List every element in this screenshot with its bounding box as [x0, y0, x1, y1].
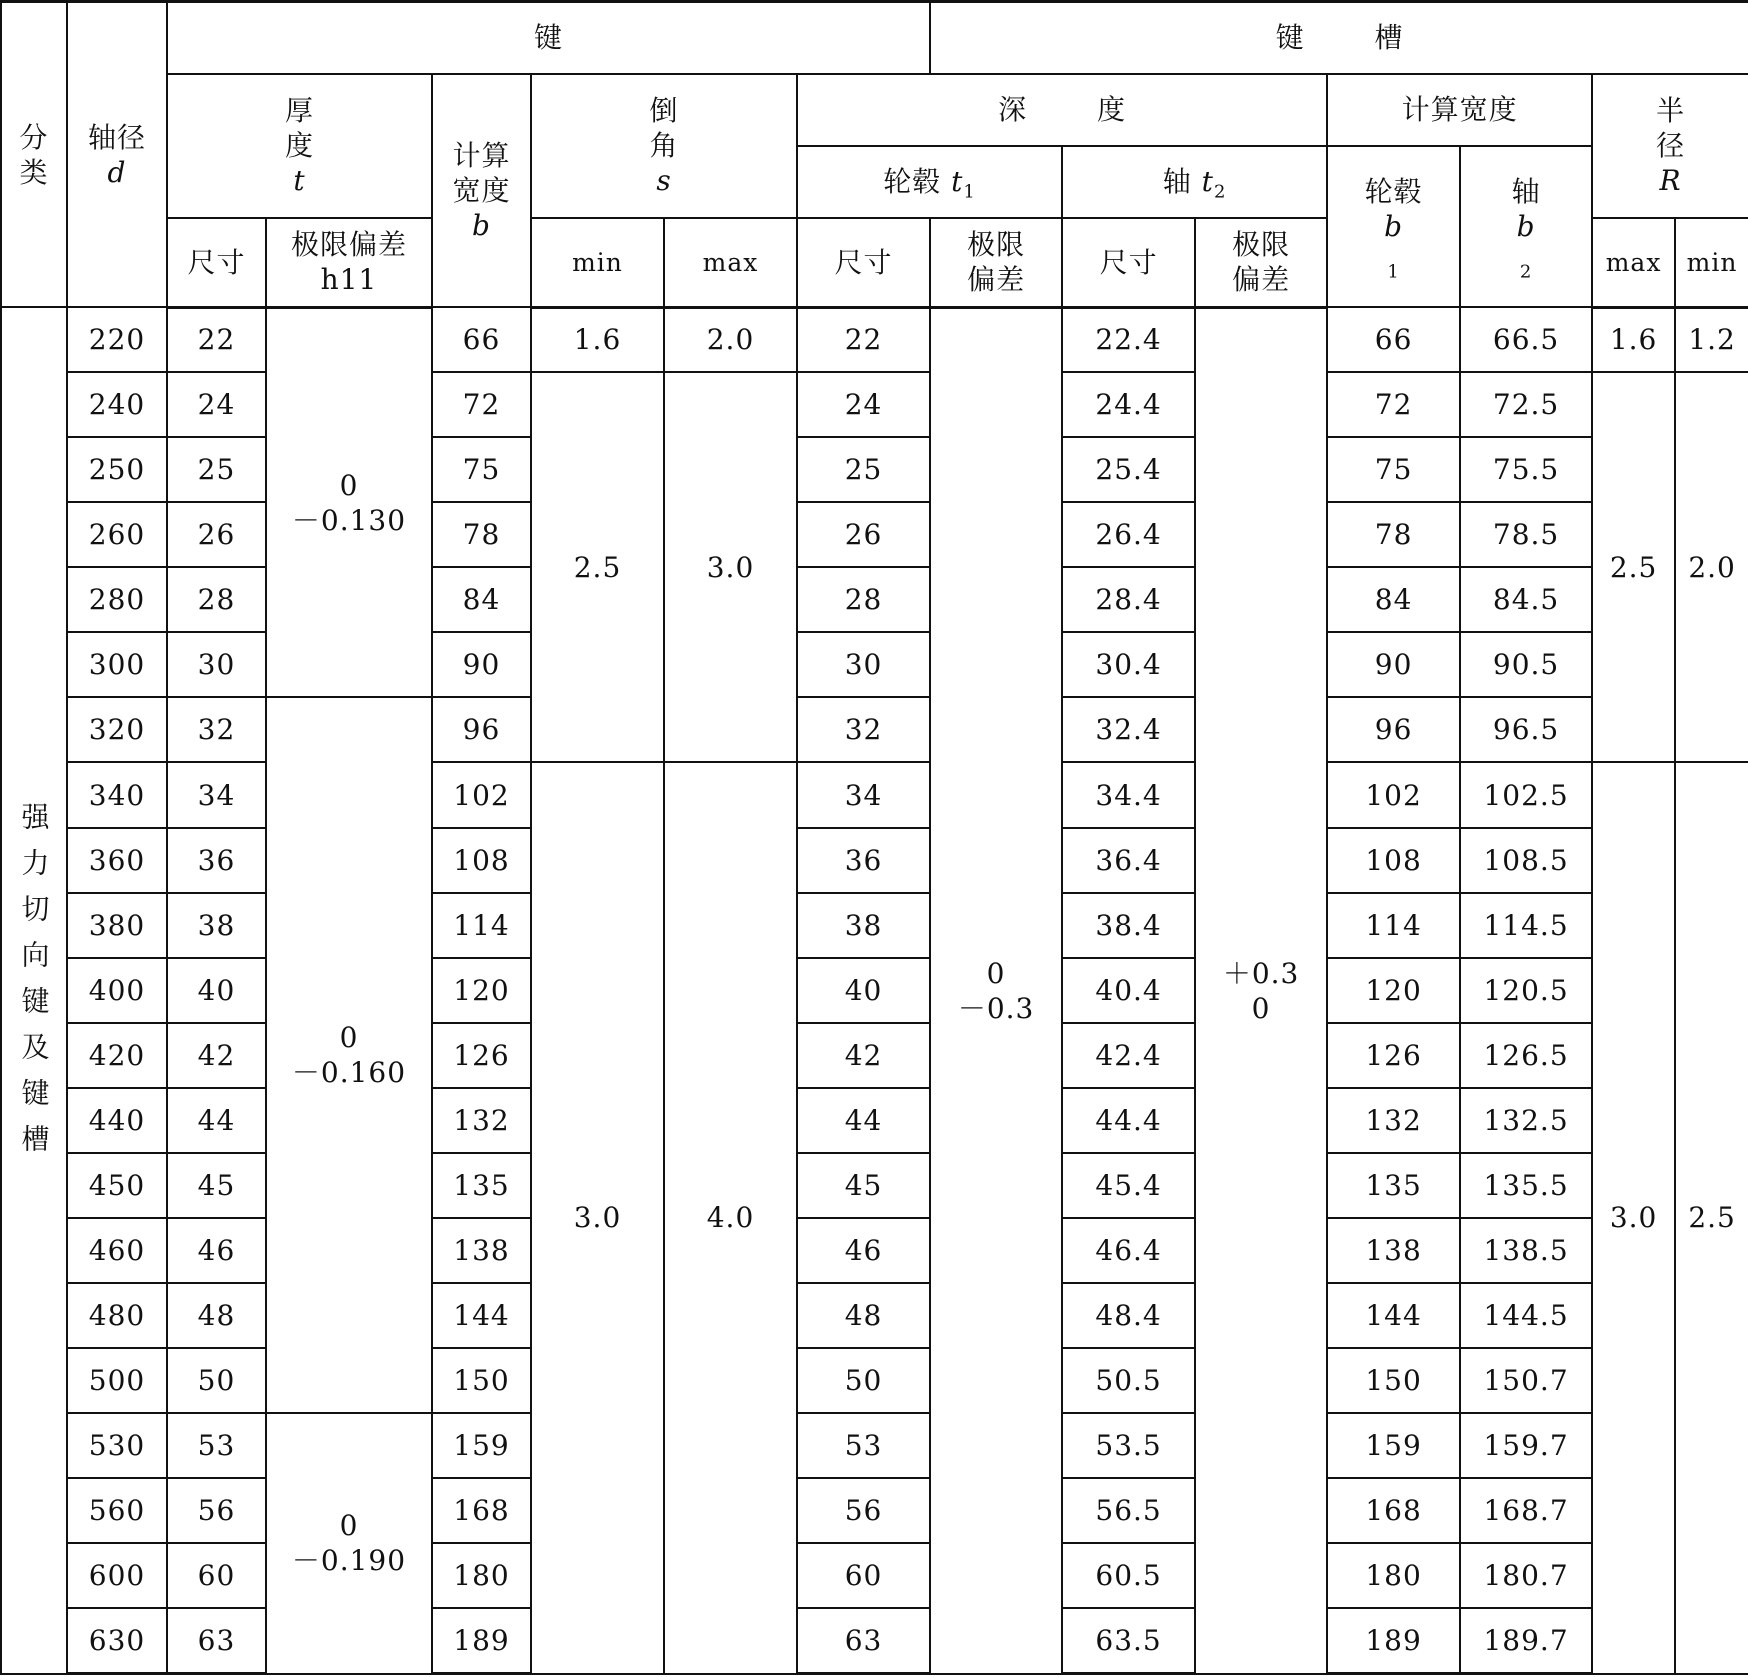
- cell-b1: 150: [1327, 1348, 1460, 1413]
- cell-b2: 90.5: [1460, 632, 1592, 697]
- cell-t2: 60.5: [1062, 1543, 1195, 1608]
- cell-d: 280: [67, 567, 167, 632]
- cell-b1: 144: [1327, 1283, 1460, 1348]
- table-row: [1, 632, 1748, 697]
- cell-b1: 90: [1327, 632, 1460, 697]
- cell-b1: 135: [1327, 1153, 1460, 1218]
- cell-t1: 38: [797, 893, 930, 958]
- cell-t2: 56.5: [1062, 1478, 1195, 1543]
- table-row: [1, 1478, 1748, 1543]
- cell-t2: 26.4: [1062, 502, 1195, 567]
- cell-t1: 44: [797, 1088, 930, 1153]
- cell-b1: 138: [1327, 1218, 1460, 1283]
- cell-t: 53: [167, 1413, 266, 1478]
- cell-d: 600: [67, 1543, 167, 1608]
- cell-t1-tolerance: 0 －0.3: [930, 307, 1062, 1673]
- cell-b: 84: [432, 567, 531, 632]
- cell-t2: 45.4: [1062, 1153, 1195, 1218]
- cell-d: 240: [67, 372, 167, 437]
- cell-b: 66: [432, 307, 531, 372]
- cell-t1: 26: [797, 502, 930, 567]
- cell-b1: 114: [1327, 893, 1460, 958]
- cell-r-max: 3.0: [1592, 762, 1675, 1673]
- cell-t2: 46.4: [1062, 1218, 1195, 1283]
- cell-r-min: 2.5: [1675, 762, 1748, 1673]
- header-shaft-t2: 轴 $t_2$: [1062, 146, 1327, 218]
- cell-t1: 56: [797, 1478, 930, 1543]
- header-calc-width: 计算 宽度 b: [432, 74, 531, 308]
- cell-b2: 66.5: [1460, 307, 1592, 372]
- cell-t1: 40: [797, 958, 930, 1023]
- cell-b: 180: [432, 1543, 531, 1608]
- cell-r-min: 1.2: [1675, 307, 1748, 372]
- cell-t: 25: [167, 437, 266, 502]
- cell-t1: 60: [797, 1543, 930, 1608]
- cell-t: 32: [167, 697, 266, 762]
- cell-t1: 24: [797, 372, 930, 437]
- table-row: [1, 697, 1748, 762]
- cell-t: 63: [167, 1608, 266, 1673]
- cell-t2: 48.4: [1062, 1283, 1195, 1348]
- cell-b: 159: [432, 1413, 531, 1478]
- header-hub-b1: 轮毂 b $_1$: [1327, 146, 1460, 308]
- cell-t2: 24.4: [1062, 372, 1195, 437]
- header-t2-tolerance: 极限 偏差: [1195, 218, 1327, 308]
- header-depth: 深 度: [797, 74, 1327, 146]
- cell-b2: 108.5: [1460, 828, 1592, 893]
- cell-b1: 96: [1327, 697, 1460, 762]
- cell-t2: 38.4: [1062, 893, 1195, 958]
- cell-t: 42: [167, 1023, 266, 1088]
- cell-t1: 32: [797, 697, 930, 762]
- cell-b1: 168: [1327, 1478, 1460, 1543]
- header-thickness-tolerance: 极限偏差 h11: [266, 218, 432, 308]
- header-shaft-diameter: 轴径 d: [67, 2, 167, 308]
- cell-t2: 30.4: [1062, 632, 1195, 697]
- cell-s-min: 2.5: [531, 372, 664, 762]
- cell-d: 420: [67, 1023, 167, 1088]
- cell-b: 144: [432, 1283, 531, 1348]
- header-t1-tolerance: 极限 偏差: [930, 218, 1062, 308]
- cell-t: 38: [167, 893, 266, 958]
- cell-b2: 75.5: [1460, 437, 1592, 502]
- table-row: [1, 958, 1748, 1023]
- cell-t-tolerance: 0 －0.190: [266, 1413, 432, 1674]
- cell-t1: 46: [797, 1218, 930, 1283]
- header-t1-size: 尺寸: [797, 218, 930, 308]
- cell-s-min: 3.0: [531, 762, 664, 1673]
- cell-b1: 120: [1327, 958, 1460, 1023]
- cell-b: 150: [432, 1348, 531, 1413]
- table-row: [1, 1218, 1748, 1283]
- cell-t: 44: [167, 1088, 266, 1153]
- cell-t: 48: [167, 1283, 266, 1348]
- header-radius: 半 径 R: [1592, 74, 1748, 218]
- cell-t2: 36.4: [1062, 828, 1195, 893]
- header-keyway: 键 槽: [930, 2, 1748, 74]
- header-thickness: 厚 度 t: [167, 74, 432, 218]
- cell-b: 138: [432, 1218, 531, 1283]
- cell-t2: 22.4: [1062, 307, 1195, 372]
- cell-b: 78: [432, 502, 531, 567]
- cell-t2: 44.4: [1062, 1088, 1195, 1153]
- cell-d: 480: [67, 1283, 167, 1348]
- cell-b2: 120.5: [1460, 958, 1592, 1023]
- cell-b2: 132.5: [1460, 1088, 1592, 1153]
- table-row: [1, 1153, 1748, 1218]
- cell-b1: 72: [1327, 372, 1460, 437]
- header-key: 键: [167, 2, 930, 74]
- cell-t1: 63: [797, 1608, 930, 1673]
- cell-b1: 189: [1327, 1608, 1460, 1673]
- cell-d: 360: [67, 828, 167, 893]
- cell-b2: 84.5: [1460, 567, 1592, 632]
- category-cell: 强力切向键及键槽: [1, 307, 67, 1673]
- cell-t2: 42.4: [1062, 1023, 1195, 1088]
- cell-b1: 66: [1327, 307, 1460, 372]
- cell-b: 96: [432, 697, 531, 762]
- table-row: [1, 1023, 1748, 1088]
- cell-b: 72: [432, 372, 531, 437]
- cell-b2: 78.5: [1460, 502, 1592, 567]
- cell-d: 630: [67, 1608, 167, 1673]
- cell-t: 45: [167, 1153, 266, 1218]
- cell-d: 460: [67, 1218, 167, 1283]
- cell-d: 450: [67, 1153, 167, 1218]
- table-row: [1, 762, 1748, 827]
- cell-b2: 96.5: [1460, 697, 1592, 762]
- cell-b1: 102: [1327, 762, 1460, 827]
- cell-s-max: 4.0: [664, 762, 797, 1673]
- cell-t1: 42: [797, 1023, 930, 1088]
- cell-d: 250: [67, 437, 167, 502]
- cell-t2: 25.4: [1062, 437, 1195, 502]
- table-row: [1, 567, 1748, 632]
- cell-t2-tolerance: ＋0.3 0: [1195, 307, 1327, 1673]
- cell-t: 26: [167, 502, 266, 567]
- cell-t-tolerance: 0 －0.130: [266, 307, 432, 697]
- cell-b: 114: [432, 893, 531, 958]
- cell-t: 50: [167, 1348, 266, 1413]
- header-thickness-size: 尺寸: [167, 218, 266, 308]
- cell-d: 500: [67, 1348, 167, 1413]
- cell-b2: 126.5: [1460, 1023, 1592, 1088]
- header-category: 分 类: [1, 2, 67, 308]
- cell-b: 90: [432, 632, 531, 697]
- table-row: [1, 1608, 1748, 1673]
- cell-s-max: 3.0: [664, 372, 797, 762]
- cell-b2: 72.5: [1460, 372, 1592, 437]
- cell-s-max: 2.0: [664, 307, 797, 372]
- cell-t: 28: [167, 567, 266, 632]
- cell-b1: 159: [1327, 1413, 1460, 1478]
- table-row: [1, 307, 1748, 372]
- cell-t1: 50: [797, 1348, 930, 1413]
- cell-s-min: 1.6: [531, 307, 664, 372]
- table-row: [1, 502, 1748, 567]
- cell-t: 40: [167, 958, 266, 1023]
- cell-t2: 28.4: [1062, 567, 1195, 632]
- table-row: [1, 1088, 1748, 1153]
- table-row: [1, 1413, 1748, 1478]
- header-chamfer-max: max: [664, 218, 797, 308]
- cell-t: 24: [167, 372, 266, 437]
- cell-b: 126: [432, 1023, 531, 1088]
- cell-d: 380: [67, 893, 167, 958]
- cell-d: 340: [67, 762, 167, 827]
- cell-t: 36: [167, 828, 266, 893]
- cell-b: 102: [432, 762, 531, 827]
- cell-t2: 34.4: [1062, 762, 1195, 827]
- header-chamfer: 倒 角 s: [531, 74, 797, 218]
- header-radius-min: min: [1675, 218, 1748, 308]
- cell-d: 530: [67, 1413, 167, 1478]
- cell-b: 108: [432, 828, 531, 893]
- cell-d: 440: [67, 1088, 167, 1153]
- cell-b2: 150.7: [1460, 1348, 1592, 1413]
- cell-b1: 126: [1327, 1023, 1460, 1088]
- cell-b2: 159.7: [1460, 1413, 1592, 1478]
- cell-d: 560: [67, 1478, 167, 1543]
- cell-b1: 180: [1327, 1543, 1460, 1608]
- cell-r-max: 1.6: [1592, 307, 1675, 372]
- table-row: [1, 1543, 1748, 1608]
- cell-t1: 30: [797, 632, 930, 697]
- cell-t1: 48: [797, 1283, 930, 1348]
- cell-b: 168: [432, 1478, 531, 1543]
- cell-t2: 53.5: [1062, 1413, 1195, 1478]
- table-row: [1, 828, 1748, 893]
- table-row: [1, 437, 1748, 502]
- header-chamfer-min: min: [531, 218, 664, 308]
- table-row: [1, 1348, 1748, 1413]
- cell-b1: 84: [1327, 567, 1460, 632]
- cell-d: 320: [67, 697, 167, 762]
- header-keyway-width: 计算宽度: [1327, 74, 1592, 146]
- cell-d: 260: [67, 502, 167, 567]
- cell-t1: 45: [797, 1153, 930, 1218]
- cell-b2: 168.7: [1460, 1478, 1592, 1543]
- cell-b: 132: [432, 1088, 531, 1153]
- cell-b2: 135.5: [1460, 1153, 1592, 1218]
- cell-t: 22: [167, 307, 266, 372]
- cell-b1: 75: [1327, 437, 1460, 502]
- cell-b1: 108: [1327, 828, 1460, 893]
- cell-t1: 53: [797, 1413, 930, 1478]
- cell-t: 34: [167, 762, 266, 827]
- cell-b2: 180.7: [1460, 1543, 1592, 1608]
- cell-t2: 63.5: [1062, 1608, 1195, 1673]
- cell-t: 56: [167, 1478, 266, 1543]
- cell-d: 220: [67, 307, 167, 372]
- cell-b: 120: [432, 958, 531, 1023]
- header-radius-max: max: [1592, 218, 1675, 308]
- cell-t1: 28: [797, 567, 930, 632]
- cell-t: 46: [167, 1218, 266, 1283]
- header-shaft-b2: 轴 b $_2$: [1460, 146, 1592, 308]
- cell-t1: 36: [797, 828, 930, 893]
- table-row: [1, 1283, 1748, 1348]
- cell-d: 400: [67, 958, 167, 1023]
- header-t2-size: 尺寸: [1062, 218, 1195, 308]
- table-row: [1, 372, 1748, 437]
- cell-b: 75: [432, 437, 531, 502]
- cell-b2: 189.7: [1460, 1608, 1592, 1673]
- cell-b2: 114.5: [1460, 893, 1592, 958]
- cell-b2: 138.5: [1460, 1218, 1592, 1283]
- cell-r-min: 2.0: [1675, 372, 1748, 762]
- cell-t1: 25: [797, 437, 930, 502]
- cell-t2: 32.4: [1062, 697, 1195, 762]
- cell-t2: 40.4: [1062, 958, 1195, 1023]
- cell-t2: 50.5: [1062, 1348, 1195, 1413]
- cell-t1: 22: [797, 307, 930, 372]
- cell-b2: 102.5: [1460, 762, 1592, 827]
- cell-b1: 132: [1327, 1088, 1460, 1153]
- header-hub-t1: 轮毂 $t_1$: [797, 146, 1062, 218]
- table-row: [1, 893, 1748, 958]
- cell-b2: 144.5: [1460, 1283, 1592, 1348]
- cell-r-max: 2.5: [1592, 372, 1675, 762]
- cell-b: 135: [432, 1153, 531, 1218]
- cell-d: 300: [67, 632, 167, 697]
- cell-t-tolerance: 0 －0.160: [266, 697, 432, 1413]
- cell-b1: 78: [1327, 502, 1460, 567]
- cell-t1: 34: [797, 762, 930, 827]
- cell-b: 189: [432, 1608, 531, 1673]
- cell-t: 30: [167, 632, 266, 697]
- cell-t: 60: [167, 1543, 266, 1608]
